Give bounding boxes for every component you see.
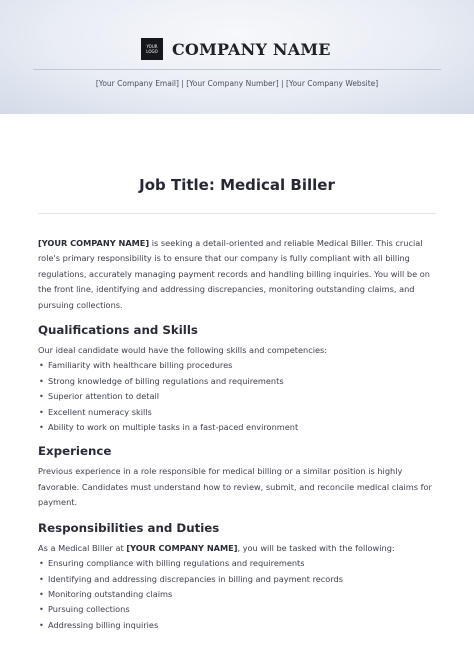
document-body <box>38 236 438 633</box>
job-title: Job Title: Medical Biller <box>139 176 335 194</box>
responsibilities-intro-prefix: As a Medical Biller at <box>38 542 127 553</box>
intro-text: is seeking a detail-oriented and reliable Medical Biller. This crucial role's primary responsibility is to ensure that our company is fully compliant with all billing regulations, accurately managing payment records and handling billing inquiries. You will be on the front line, identifying and addressing discrepancies, monitoring outstanding claims, and pursuing collections. <box>38 238 430 310</box>
list-item: • Excellent numeracy skills <box>38 405 438 420</box>
experience-paragraph: Previous experience in a role responsible for medical billing or a similar position is highly favorable. Candidates must understand how to review, submit, and reconcile medical claims for payment. <box>38 466 432 508</box>
company-name: COMPANY NAME <box>172 39 331 59</box>
qualifications-list <box>38 358 438 435</box>
responsibilities-list <box>38 556 438 633</box>
list-item: • Strong knowledge of billing regulations and requirements <box>38 374 438 389</box>
list-item: • Pursuing collections <box>38 602 438 617</box>
brand <box>141 38 331 60</box>
list-item: • Superior attention to detail <box>38 389 438 404</box>
list-item: • Ensuring compliance with billing regulations and requirements <box>38 556 438 571</box>
company-placeholder: [YOUR COMPANY NAME] <box>126 542 238 553</box>
list-item: • Ability to work on multiple tasks in a fast-paced environment <box>38 420 438 435</box>
list-item: • Monitoring outstanding claims <box>38 587 438 602</box>
list-item: • Familiarity with healthcare billing procedures <box>38 358 438 373</box>
title-divider <box>38 213 436 214</box>
responsibilities-intro <box>38 541 438 556</box>
responsibilities-heading: Responsibilities and Duties <box>38 520 220 535</box>
qualifications-heading: Qualifications and Skills <box>38 323 198 338</box>
header-divider <box>33 69 441 70</box>
responsibilities-intro-suffix: , you will be tasked with the following: <box>237 542 395 553</box>
intro-paragraph <box>38 236 438 313</box>
company-placeholder: [YOUR COMPANY NAME] <box>38 238 150 248</box>
company-logo <box>141 38 163 60</box>
experience-heading: Experience <box>38 444 112 459</box>
letterhead <box>0 0 474 114</box>
qualifications-intro: Our ideal candidate would have the following skills and competencies: <box>38 345 328 356</box>
list-item: • Addressing billing inquiries <box>38 618 438 633</box>
contact-line: [Your Company Email] | [Your Company Number] | [Your Company Website] <box>95 79 379 88</box>
list-item: • Identifying and addressing discrepancies in billing and payment records <box>38 572 438 587</box>
logo-text: YOUR LOGO <box>146 44 158 54</box>
